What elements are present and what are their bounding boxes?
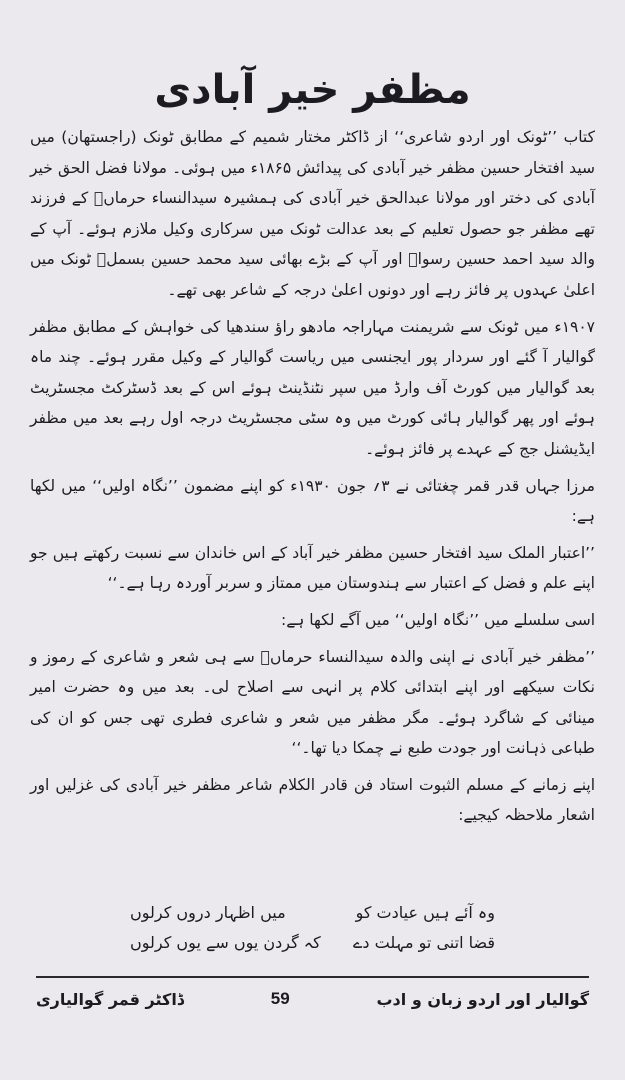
footer-author: ڈاکٹر قمر گوالیاری — [36, 989, 184, 1009]
footer-book-title: گوالیار اور اردو زبان و ادب — [376, 989, 589, 1009]
couplet — [130, 898, 495, 958]
hemistich: کہ گردن یوں سے یوں کرلوں — [130, 933, 321, 952]
paragraph-intro: کتاب ’’ٹونک اور اردو شاعری‘‘ از ڈاکٹر مختار شمیم کے مطابق ٹونک (راجستھان) میں سید افتخار حسین مظفر خیر آبادی کی پیدائش ۱۸۶۵ء میں ہوئی۔ مولانا فضل الحق خیر آبادی کی دختر اور مولانا عبدالحق خیر آبادی کی ہمشیرہ سیدالنساء حرماںؔ کے فرزند تھے مظفر جو حصول تعلیم کے بعد عدالت ٹونک میں سرکاری وکیل ملازم ہوئے۔ آپ کے والد سید احمد حسین رسواؔ اور آپ کے بڑے بھائی سید محمد حسین بسملؔ ٹونک میں اعلیٰ عہدوں پر فائز رہے اور دونوں اعلیٰ درجہ کے شاعر بھی تھے۔ — [30, 128, 595, 299]
page-footer — [36, 982, 589, 1016]
paragraph-gwalior: ۱۹۰۷ء میں ٹونک سے شریمنت مہاراجہ مادھو راؤ سندھیا کی خواہش کے مطابق مظفر گوالیار آ گئے اور سردار پور ایجنسی میں ریاست گوالیار کے وکیل مقرر ہوئے۔ چند ماہ بعد گوالیار میں کورٹ آف وارڈ میں سپر نٹنڈینٹ ہوئے اس کے بعد ڈسٹرکٹ مجسٹریٹ ہوئے اور پھر گوالیار ہائی کورٹ میں وہ سٹی مجسٹریٹ درجہ اول رہے بعد میں مظفر ایڈیشنل جج کے عہدے پر فائز ہوئے۔ — [30, 317, 595, 458]
couplet-line — [130, 898, 495, 928]
hemistich: وہ آئے ہیں عیادت کو — [355, 903, 495, 922]
quotation-second: ’’مظفر خیر آبادی نے اپنی والدہ سیدالنساء حرماںؔ سے ہی شعر و شاعری کے رموز و نکات سیکھے اور اپنے ابتدائی کلام پر انہی سے اصلاح لی۔ بعد میں وہ حضرت امیر مینائی کے شاگرد ہوئے۔ مگر مظفر میں شعر و شاعری فطری تھی جس کو ان کی طباعی ذہانت اور جودت طبع نے چمکا دیا تھا۔‘‘ — [30, 647, 595, 758]
footer-rule — [36, 976, 589, 978]
hemistich: میں اظہار دروں کرلوں — [130, 903, 286, 922]
paragraph-bridge: اسی سلسلے میں ’’نگاہ اولیں‘‘ میں آگے لکھا ہے: — [280, 610, 595, 629]
paragraph-mirza: مرزا جہاں قدر قمر چغتائی نے ۳؍ جون ۱۹۳۰ء کو اپنے مضمون ’’نگاہ اولیں‘‘ میں لکھا ہے: — [30, 476, 595, 526]
paragraph-verse-intro: اپنے زمانے کے مسلم الثبوت استاد فن قادر الکلام شاعر مظفر خیر آبادی کی غزلیں اور اشعار ملاحظہ کیجیے: — [30, 775, 595, 825]
couplet-block — [0, 898, 625, 968]
page-title: مظفر خیر آبادی — [154, 67, 471, 113]
page-body — [30, 122, 595, 837]
quotation-first: ’’اعتبار الملک سید افتخار حسین مظفر خیر آباد کے اس خاندان سے نسبت رکھتے ہیں جو اپنے علم و فضل کے اعتبار سے ہندوستان میں ممتاز و سربر آوردہ رہا ہے۔‘‘ — [30, 543, 595, 593]
hemistich: قضا اتنی تو مہلت دے — [353, 933, 495, 952]
couplet-line — [130, 928, 495, 958]
page-number: 59 — [270, 989, 290, 1008]
